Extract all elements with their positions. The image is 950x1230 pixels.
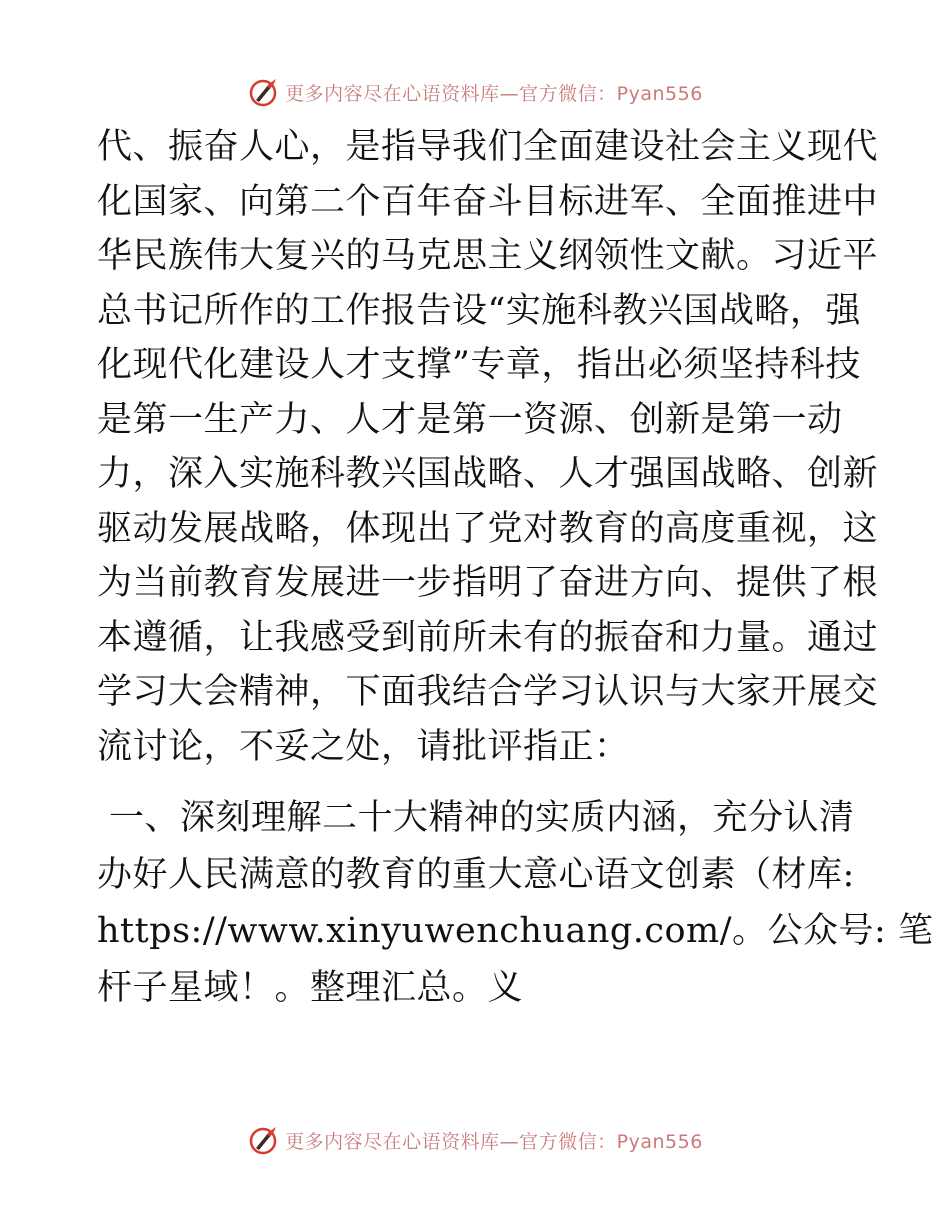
header-watermark-banner (0, 72, 950, 112)
quill-logo-icon (247, 1124, 279, 1156)
body-line: 总书记所作的工作报告设“实施科教兴国战略，强 (97, 290, 861, 331)
section-line: 办好人民满意的教育的重大意心语文创素（材库: (97, 854, 855, 895)
body-line: 化国家、向第二个百年奋斗目标进军、全面推进中 (97, 181, 879, 222)
footer-watermark-banner (0, 1120, 950, 1160)
document-body (97, 120, 934, 1016)
body-line: 流讨论，不妥之处，请批评指正： (97, 726, 630, 767)
body-line: 本遵循，让我感受到前所未有的振奋和力量。通过 (97, 617, 879, 658)
body-line: 为当前教育发展进一步指明了奋进方向、提供了根 (97, 563, 879, 603)
body-line: 华民族伟大复兴的马克思主义纲领性文献。习近平 (97, 236, 879, 276)
body-line: 代、振奋人心，是指导我们全面建设社会主义现代 (97, 127, 879, 167)
body-line: 学习大会精神，下面我结合学习认识与大家开展交 (97, 672, 879, 712)
quill-logo-icon (247, 76, 279, 108)
body-line: 力，深入实施科教兴国战略、人才强国战略、创新 (97, 454, 879, 494)
banner-label: 更多内容尽在心语资料库—官方微信：Pyan556 (285, 82, 703, 105)
body-line: 化现代化建设人才支撑”专章，指出必须坚持科技 (97, 345, 861, 385)
body-line: 驱动发展战略，体现出了党对教育的高度重视，这 (97, 508, 879, 549)
section-line: 杆子星域！。整理汇总。义 (97, 967, 524, 1008)
section-heading-block (97, 790, 934, 1016)
section-heading-line: 一、深刻理解二十大精神的实质内涵，充分认清 (109, 798, 855, 838)
wechat-id: Pyan556 (616, 82, 703, 105)
body-line: 是第一生产力、人才是第一资源、创新是第一动 (97, 399, 843, 440)
banner-label: 更多内容尽在心语资料库—官方微信：Pyan556 (285, 1130, 703, 1153)
wechat-id: Pyan556 (616, 1130, 703, 1153)
section-url-line: https://www.xinyuwenchuang.com/。公众号: 笔 (97, 911, 934, 951)
